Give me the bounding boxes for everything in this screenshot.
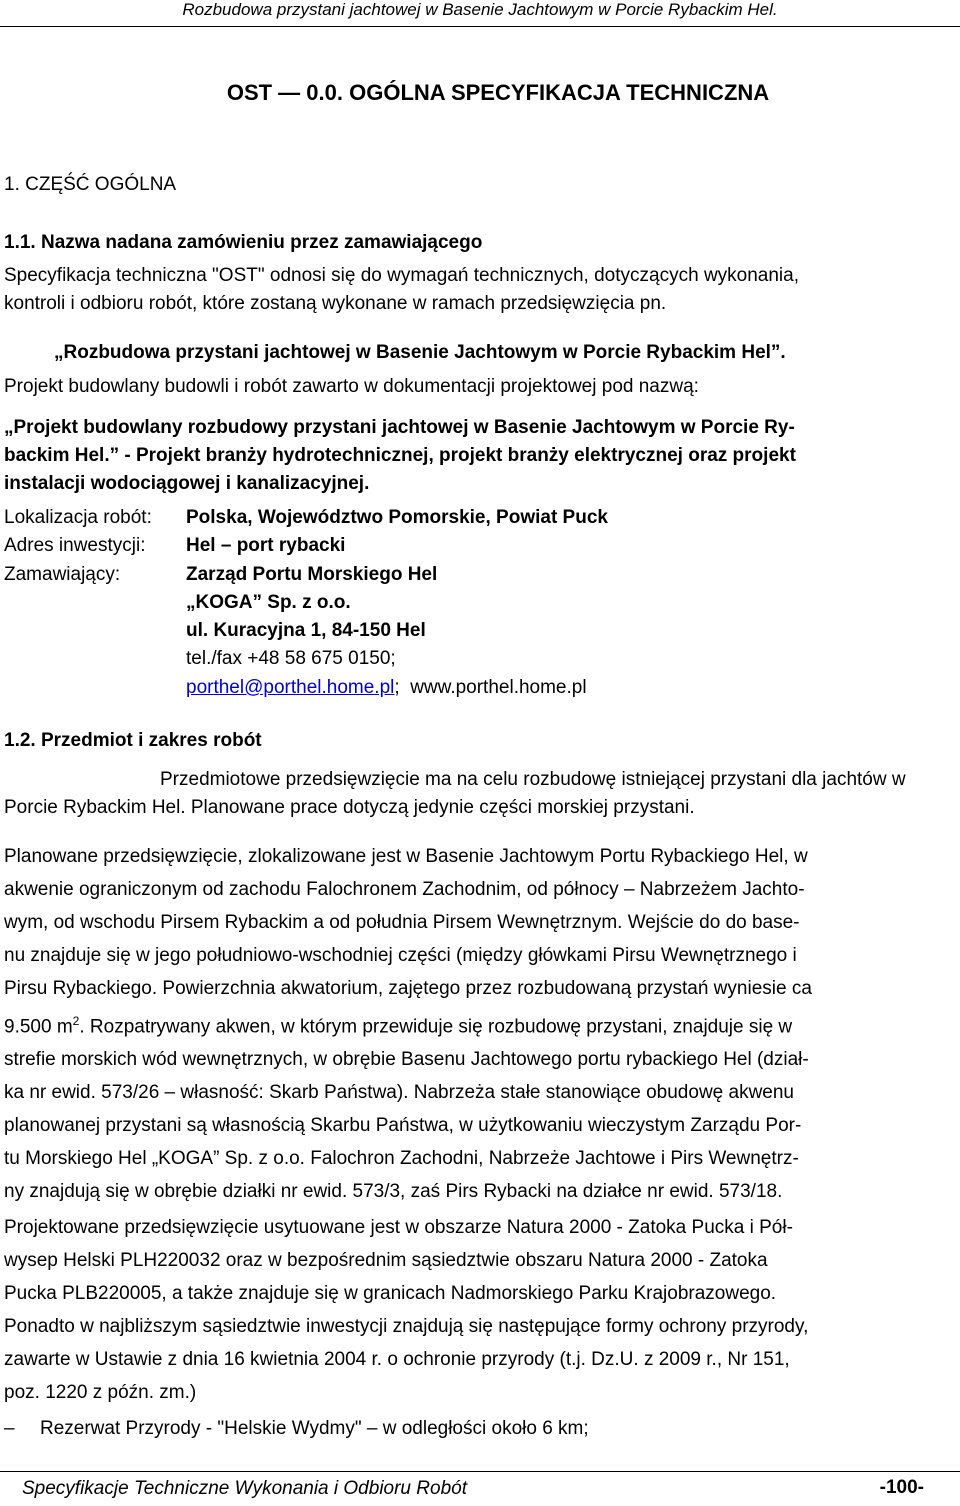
contact-separator: ; <box>394 677 411 698</box>
location-label: Lokalizacja robót: <box>4 507 152 528</box>
client-label: Zamawiający: <box>4 564 121 585</box>
section-heading-1-1: 1.1. Nazwa nadana zamówieniu przez zamawiającego <box>4 232 483 253</box>
text-line: ka nr ewid. 573/26 – własność: Skarb Państwa). Nabrzeża stałe stanowiące obudowę akwenu <box>4 1082 794 1104</box>
page-number: -100- <box>879 1477 924 1498</box>
paragraph-location <box>4 840 948 1208</box>
text-line: Porcie Rybackim Hel. Planowane prace dotyczą jedynie części morskiej przystani. <box>4 797 695 818</box>
client-contact <box>186 677 587 699</box>
text-line: Projektowane przedsięwzięcie usytuowane jest w obszarze Natura 2000 - Zatoka Pucka i Pół- <box>4 1217 793 1238</box>
section-heading-1: 1. CZĘŚĆ OGÓLNA <box>4 174 177 195</box>
text-line: instalacji wodociągowej i kanalizacyjnej. <box>4 473 370 494</box>
text-line: zawarte w Ustawie z dnia 16 kwietnia 2004 r. o ochronie przyrody (t.j. Dz.U. z 2009 r., Nr 151, <box>4 1349 790 1370</box>
text-line: Specyfikacja techniczna "OST" odnosi się do wymagań technicznych, dotyczących wykonania, <box>4 265 799 286</box>
document-title: OST — 0.0. OGÓLNA SPECYFIKACJA TECHNICZNA <box>226 80 770 105</box>
text-line: Pirsu Rybackiego. Powierzchnia akwatorium, zajętego przez rozbudowaną przystań wyniesie ca <box>4 978 812 999</box>
text-line: ny znajdują się w obrębie działki nr ewid. 573/3, zaś Pirs Rybacki na działce nr ewid. 573/18. <box>4 1181 783 1203</box>
text-line: nu znajduje się w jego południowo-wschodniej części (między główkami Pirsu Wewnętrznego i <box>4 945 797 966</box>
text-line: wym, od wschodu Pirsem Rybackim a od południa Pirsem Wewnętrznym. Wejście do do base- <box>4 912 800 933</box>
area-value: 9.500 m <box>4 1016 73 1038</box>
bullet-text: Rezerwat Przyrody - "Helskie Wydmy" – w odległości około 6 km; <box>40 1418 589 1439</box>
header-text: Rozbudowa przystani jachtowej w Basenie Jachtowym w Porcie Rybackim Hel. <box>182 0 778 19</box>
text-line: planowanej przystani są własnością Skarbu Państwa, w użytkowaniu wieczystym Zarządu Por- <box>4 1115 802 1137</box>
address-value: Hel – port rybacki <box>186 535 346 556</box>
text-line: akwenie ograniczonym od zachodu Falochronem Zachodnim, od północy – Nabrzeżem Jachto- <box>4 879 805 900</box>
text-line: poz. 1220 z późn. zm.) <box>4 1382 197 1403</box>
paragraph-project-doc: Projekt budowlany budowli i robót zawarto w dokumentacji projektowej pod nazwą: <box>4 376 699 397</box>
location-value: Polska, Województwo Pomorskie, Powiat Puck <box>186 507 608 528</box>
text-span: . Rozpatrywany akwen, w którym przewiduje się rozbudowę przystani, znajduje się w <box>79 1016 793 1038</box>
paragraph-natura <box>4 1211 948 1409</box>
text-line: Planowane przedsięwzięcie, zlokalizowane jest w Basenie Jachtowym Portu Rybackiego Hel, w <box>4 846 808 867</box>
client-phone: tel./fax +48 58 675 0150; <box>186 648 396 669</box>
footer-divider <box>0 1471 960 1472</box>
project-name: „Rozbudowa przystani jachtowej w Basenie Jachtowym w Porcie Rybackim Hel”. <box>54 342 786 363</box>
text-line: wysep Helski PLH220032 oraz w bezpośrednim sąsiedztwie obszaru Natura 2000 - Zatoka <box>4 1250 768 1271</box>
area-exponent: 2 <box>72 1014 80 1028</box>
paragraph-intro <box>4 262 948 318</box>
bullet-item <box>4 1418 589 1440</box>
section-heading-1-2: 1.2. Przedmiot i zakres robót <box>4 730 262 751</box>
address-label: Adres inwestycji: <box>4 535 146 556</box>
client-name-2: „KOGA” Sp. z o.o. <box>186 592 351 613</box>
paragraph-scope <box>4 766 948 822</box>
text-line: Przedmiotowe przedsięwzięcie ma na celu rozbudowę istniejącej przystani dla jachtów w <box>160 769 906 790</box>
bullet-dash: – <box>4 1418 15 1439</box>
text-line: „Projekt budowlany rozbudowy przystani jachtowej w Basenie Jachtowym w Porcie Ry- <box>4 417 795 438</box>
text-line: backim Hel.” - Projekt branży hydrotechnicznej, projekt branży elektrycznej oraz projekt <box>4 445 796 466</box>
footer-title: Specyfikacje Techniczne Wykonania i Odbioru Robót <box>22 1478 467 1499</box>
client-street: ul. Kuracyjna 1, 84-150 Hel <box>186 620 426 641</box>
paragraph-project-title <box>4 414 948 498</box>
text-line: strefie morskich wód wewnętrznych, w obrębie Basenu Jachtowego portu rybackiego Hel (dział- <box>4 1049 809 1071</box>
text-line: Ponadto w najbliższym sąsiedztwie inwestycji znajdują się następujące formy ochrony przyrody, <box>4 1316 809 1337</box>
text-line <box>4 1005 948 1043</box>
email-link[interactable]: porthel@porthel.home.pl <box>186 677 395 698</box>
client-name: Zarząd Portu Morskiego Hel <box>186 564 438 585</box>
text-line: Pucka PLB220005, a także znajduje się w granicach Nadmorskiego Parku Krajobrazowego. <box>4 1283 777 1304</box>
website-text: www.porthel.home.pl <box>410 677 587 698</box>
text-line: tu Morskiego Hel „KOGA” Sp. z o.o. Falochron Zachodni, Nabrzeże Jachtowe i Pirs Wewnętrz- <box>4 1148 799 1170</box>
text-line: kontroli i odbioru robót, które zostaną wykonane w ramach przedsięwzięcia pn. <box>4 293 667 314</box>
page-header <box>0 0 960 27</box>
